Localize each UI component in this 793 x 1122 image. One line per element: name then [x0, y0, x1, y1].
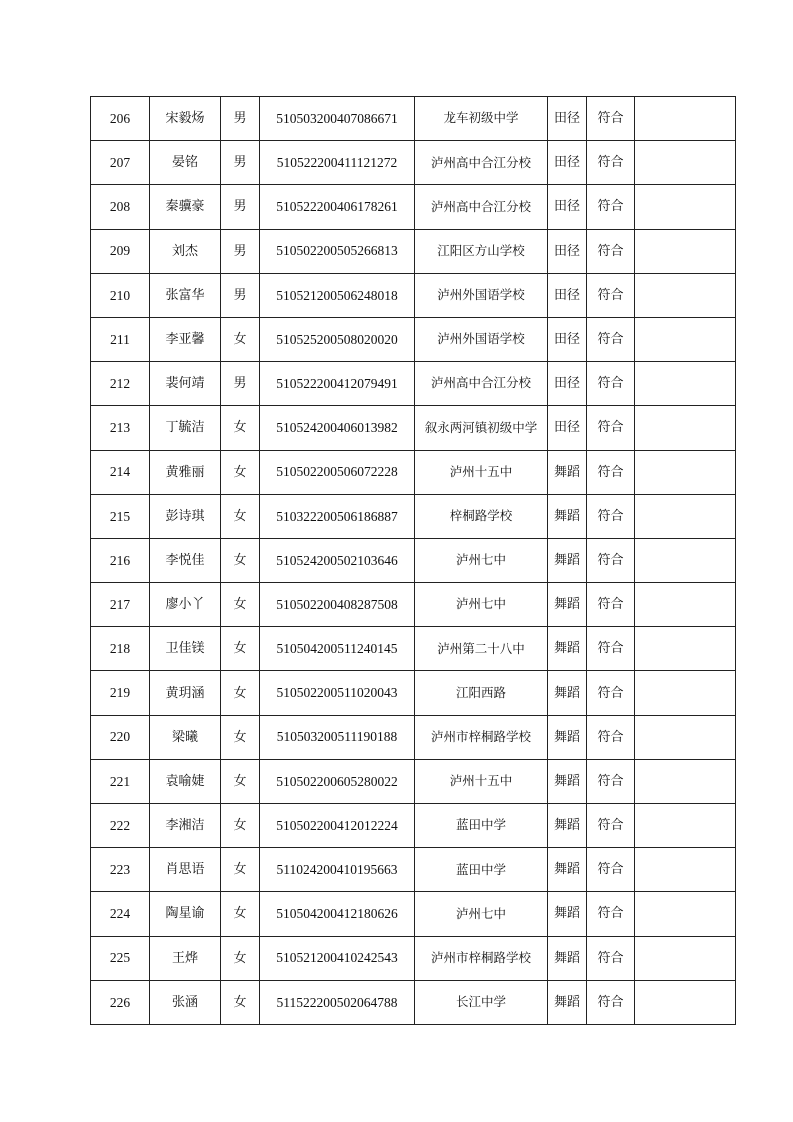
eligibility-status-cell: 符合: [587, 317, 635, 361]
table-row: [91, 804, 736, 848]
table-row: [91, 980, 736, 1024]
remarks-cell: [635, 538, 736, 582]
remarks-cell: [635, 759, 736, 803]
eligibility-status-cell: 符合: [587, 494, 635, 538]
gender-cell: 女: [221, 627, 260, 671]
student-name-cell: 卫佳镁: [150, 627, 221, 671]
category-cell: 田径: [548, 97, 587, 141]
id-number-cell: 510502200412012224: [260, 804, 415, 848]
remarks-cell: [635, 583, 736, 627]
category-cell: 舞蹈: [548, 804, 587, 848]
eligibility-status-cell: 符合: [587, 627, 635, 671]
category-cell: 舞蹈: [548, 450, 587, 494]
category-cell: 舞蹈: [548, 715, 587, 759]
row-number-cell: 206: [91, 97, 150, 141]
gender-cell: 男: [221, 141, 260, 185]
id-number-cell: 510522200406178261: [260, 185, 415, 229]
row-number-cell: 218: [91, 627, 150, 671]
gender-cell: 女: [221, 671, 260, 715]
gender-cell: 女: [221, 848, 260, 892]
table-row: [91, 583, 736, 627]
category-cell: 田径: [548, 317, 587, 361]
category-cell: 田径: [548, 406, 587, 450]
remarks-cell: [635, 627, 736, 671]
school-name-cell: 泸州十五中: [415, 759, 548, 803]
gender-cell: 男: [221, 273, 260, 317]
id-number-cell: 510504200412180626: [260, 892, 415, 936]
gender-cell: 女: [221, 892, 260, 936]
eligibility-status-cell: 符合: [587, 848, 635, 892]
row-number-cell: 211: [91, 317, 150, 361]
student-name-cell: 张涵: [150, 980, 221, 1024]
id-number-cell: 510322200506186887: [260, 494, 415, 538]
table-row: [91, 671, 736, 715]
row-number-cell: 217: [91, 583, 150, 627]
gender-cell: 女: [221, 450, 260, 494]
table-row: [91, 406, 736, 450]
category-cell: 舞蹈: [548, 538, 587, 582]
id-number-cell: 511522200502064788: [260, 980, 415, 1024]
category-cell: 舞蹈: [548, 671, 587, 715]
category-cell: 舞蹈: [548, 627, 587, 671]
table-row: [91, 627, 736, 671]
table-row: [91, 494, 736, 538]
id-number-cell: 510502200506072228: [260, 450, 415, 494]
student-name-cell: 黄雅丽: [150, 450, 221, 494]
student-name-cell: 肖思语: [150, 848, 221, 892]
row-number-cell: 216: [91, 538, 150, 582]
category-cell: 舞蹈: [548, 936, 587, 980]
eligibility-status-cell: 符合: [587, 538, 635, 582]
eligibility-status-cell: 符合: [587, 804, 635, 848]
school-name-cell: 泸州市梓桐路学校: [415, 936, 548, 980]
student-name-cell: 王烨: [150, 936, 221, 980]
eligibility-status-cell: 符合: [587, 406, 635, 450]
table-row: [91, 97, 736, 141]
gender-cell: 女: [221, 980, 260, 1024]
gender-cell: 女: [221, 759, 260, 803]
eligibility-status-cell: 符合: [587, 715, 635, 759]
table-row: [91, 848, 736, 892]
table-row: [91, 715, 736, 759]
row-number-cell: 214: [91, 450, 150, 494]
gender-cell: 女: [221, 538, 260, 582]
id-number-cell: 510502200408287508: [260, 583, 415, 627]
remarks-cell: [635, 141, 736, 185]
student-name-cell: 刘杰: [150, 229, 221, 273]
eligibility-status-cell: 符合: [587, 892, 635, 936]
remarks-cell: [635, 450, 736, 494]
table-row: [91, 892, 736, 936]
school-name-cell: 泸州外国语学校: [415, 317, 548, 361]
category-cell: 田径: [548, 229, 587, 273]
eligibility-status-cell: 符合: [587, 583, 635, 627]
school-name-cell: 梓桐路学校: [415, 494, 548, 538]
id-number-cell: 510525200508020020: [260, 317, 415, 361]
school-name-cell: 泸州高中合江分校: [415, 185, 548, 229]
id-number-cell: 510521200410242543: [260, 936, 415, 980]
student-name-cell: 晏铭: [150, 141, 221, 185]
student-name-cell: 陶星谕: [150, 892, 221, 936]
gender-cell: 男: [221, 97, 260, 141]
remarks-cell: [635, 980, 736, 1024]
id-number-cell: 510503200511190188: [260, 715, 415, 759]
student-name-cell: 梁曦: [150, 715, 221, 759]
student-name-cell: 张富华: [150, 273, 221, 317]
school-name-cell: 蓝田中学: [415, 804, 548, 848]
student-name-cell: 彭诗琪: [150, 494, 221, 538]
id-number-cell: 510524200406013982: [260, 406, 415, 450]
school-name-cell: 泸州七中: [415, 583, 548, 627]
eligibility-status-cell: 符合: [587, 273, 635, 317]
row-number-cell: 222: [91, 804, 150, 848]
remarks-cell: [635, 317, 736, 361]
remarks-cell: [635, 406, 736, 450]
category-cell: 田径: [548, 141, 587, 185]
eligibility-status-cell: 符合: [587, 759, 635, 803]
eligibility-status-cell: 符合: [587, 671, 635, 715]
remarks-cell: [635, 185, 736, 229]
remarks-cell: [635, 892, 736, 936]
id-number-cell: 510522200411121272: [260, 141, 415, 185]
gender-cell: 男: [221, 229, 260, 273]
school-name-cell: 泸州第二十八中: [415, 627, 548, 671]
table-body: [91, 97, 736, 1025]
school-name-cell: 长江中学: [415, 980, 548, 1024]
student-name-cell: 秦骥豪: [150, 185, 221, 229]
student-name-cell: 李湘洁: [150, 804, 221, 848]
school-name-cell: 泸州高中合江分校: [415, 141, 548, 185]
table-row: [91, 450, 736, 494]
row-number-cell: 224: [91, 892, 150, 936]
category-cell: 舞蹈: [548, 892, 587, 936]
table-row: [91, 317, 736, 361]
table-row: [91, 759, 736, 803]
remarks-cell: [635, 848, 736, 892]
eligibility-status-cell: 符合: [587, 450, 635, 494]
table-row: [91, 185, 736, 229]
remarks-cell: [635, 715, 736, 759]
category-cell: 舞蹈: [548, 980, 587, 1024]
gender-cell: 女: [221, 583, 260, 627]
table-row: [91, 936, 736, 980]
row-number-cell: 209: [91, 229, 150, 273]
id-number-cell: 510502200511020043: [260, 671, 415, 715]
category-cell: 田径: [548, 362, 587, 406]
category-cell: 舞蹈: [548, 759, 587, 803]
row-number-cell: 210: [91, 273, 150, 317]
student-name-cell: 袁喻婕: [150, 759, 221, 803]
school-name-cell: 泸州高中合江分校: [415, 362, 548, 406]
remarks-cell: [635, 97, 736, 141]
id-number-cell: 510521200506248018: [260, 273, 415, 317]
table-row: [91, 229, 736, 273]
school-name-cell: 泸州十五中: [415, 450, 548, 494]
id-number-cell: 510522200412079491: [260, 362, 415, 406]
id-number-cell: 510502200505266813: [260, 229, 415, 273]
eligibility-status-cell: 符合: [587, 229, 635, 273]
row-number-cell: 225: [91, 936, 150, 980]
row-number-cell: 212: [91, 362, 150, 406]
row-number-cell: 207: [91, 141, 150, 185]
id-number-cell: 510502200605280022: [260, 759, 415, 803]
category-cell: 舞蹈: [548, 848, 587, 892]
row-number-cell: 215: [91, 494, 150, 538]
gender-cell: 女: [221, 804, 260, 848]
id-number-cell: 510524200502103646: [260, 538, 415, 582]
table-row: [91, 538, 736, 582]
eligibility-status-cell: 符合: [587, 980, 635, 1024]
school-name-cell: 叙永两河镇初级中学: [415, 406, 548, 450]
id-number-cell: 510504200511240145: [260, 627, 415, 671]
school-name-cell: 泸州七中: [415, 892, 548, 936]
category-cell: 舞蹈: [548, 583, 587, 627]
gender-cell: 女: [221, 406, 260, 450]
gender-cell: 女: [221, 494, 260, 538]
row-number-cell: 219: [91, 671, 150, 715]
table-row: [91, 141, 736, 185]
student-name-cell: 裴何靖: [150, 362, 221, 406]
gender-cell: 男: [221, 185, 260, 229]
school-name-cell: 江阳区方山学校: [415, 229, 548, 273]
school-name-cell: 龙车初级中学: [415, 97, 548, 141]
school-name-cell: 泸州外国语学校: [415, 273, 548, 317]
school-name-cell: 蓝田中学: [415, 848, 548, 892]
eligibility-status-cell: 符合: [587, 141, 635, 185]
eligibility-status-cell: 符合: [587, 97, 635, 141]
gender-cell: 女: [221, 715, 260, 759]
row-number-cell: 221: [91, 759, 150, 803]
eligibility-status-cell: 符合: [587, 185, 635, 229]
gender-cell: 男: [221, 362, 260, 406]
id-number-cell: 510503200407086671: [260, 97, 415, 141]
student-name-cell: 宋毅炀: [150, 97, 221, 141]
category-cell: 田径: [548, 185, 587, 229]
student-name-cell: 李亚馨: [150, 317, 221, 361]
remarks-cell: [635, 804, 736, 848]
row-number-cell: 223: [91, 848, 150, 892]
student-name-cell: 廖小丫: [150, 583, 221, 627]
table-row: [91, 362, 736, 406]
table-row: [91, 273, 736, 317]
eligibility-status-cell: 符合: [587, 936, 635, 980]
school-name-cell: 泸州市梓桐路学校: [415, 715, 548, 759]
remarks-cell: [635, 229, 736, 273]
remarks-cell: [635, 362, 736, 406]
row-number-cell: 226: [91, 980, 150, 1024]
remarks-cell: [635, 671, 736, 715]
school-name-cell: 泸州七中: [415, 538, 548, 582]
row-number-cell: 213: [91, 406, 150, 450]
category-cell: 舞蹈: [548, 494, 587, 538]
student-name-cell: 李悦佳: [150, 538, 221, 582]
row-number-cell: 208: [91, 185, 150, 229]
remarks-cell: [635, 273, 736, 317]
school-name-cell: 江阳西路: [415, 671, 548, 715]
gender-cell: 女: [221, 317, 260, 361]
student-name-cell: 丁毓洁: [150, 406, 221, 450]
row-number-cell: 220: [91, 715, 150, 759]
remarks-cell: [635, 494, 736, 538]
eligibility-status-cell: 符合: [587, 362, 635, 406]
category-cell: 田径: [548, 273, 587, 317]
remarks-cell: [635, 936, 736, 980]
student-table: [90, 96, 736, 1025]
gender-cell: 女: [221, 936, 260, 980]
id-number-cell: 511024200410195663: [260, 848, 415, 892]
student-name-cell: 黄玥涵: [150, 671, 221, 715]
